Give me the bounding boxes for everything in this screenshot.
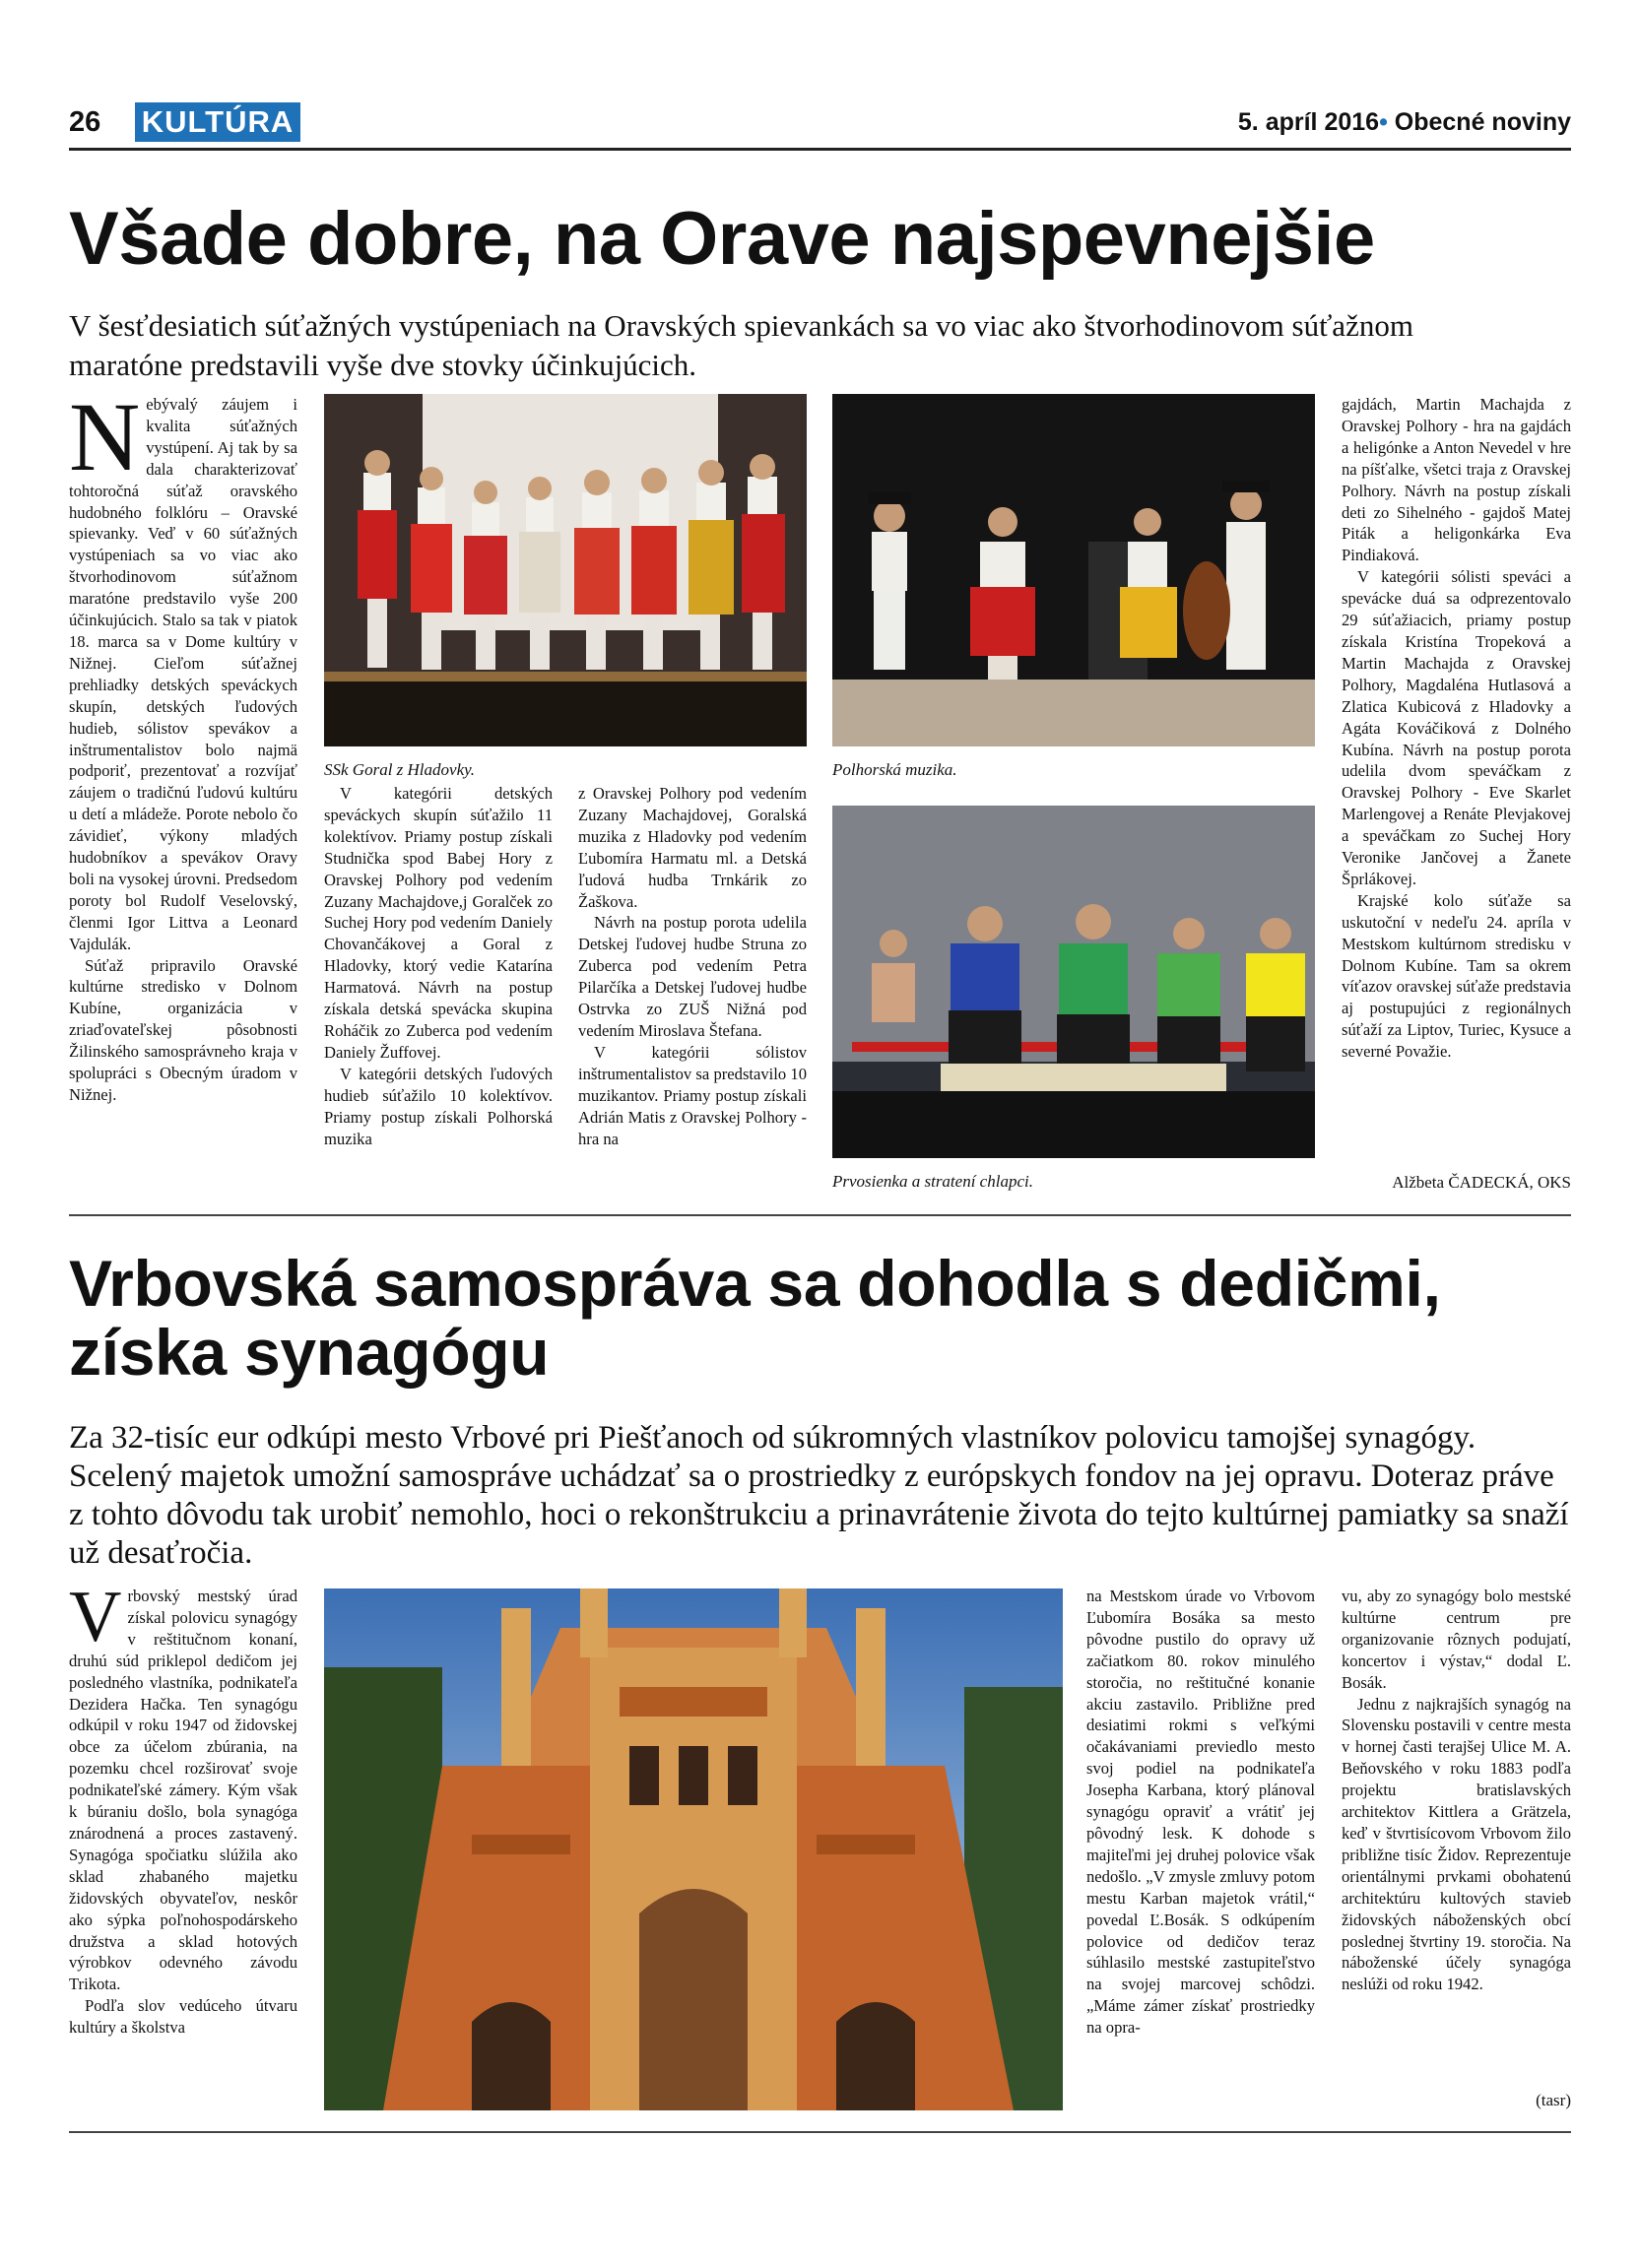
article-divider (69, 1214, 1571, 1216)
photo-prvosienka (832, 806, 1315, 1158)
photo-synagogue (324, 1588, 1063, 2110)
article1-signature: Alžbeta ČADECKÁ, OKS (1392, 1173, 1571, 1192)
header-rule (69, 148, 1571, 151)
issue-date: 5. apríl 2016 (1237, 108, 1380, 136)
article2-column-3: na Mestskom úrade vo Vrbovom Ľubomíra Bosáka sa mesto pôvodne pustilo do opravy už začiatkom 80. rokov minulého storočia, no reštitučné konanie akciu zastavilo. Približne pred desiatimi rokmi s veľkými očakávaniami previedlo mesto svoj podiel na podnikateľa Josepha Karbana, ktorý plánoval synagógu opraviť a vrátiť jej pôvodný lesk. K dohode s majiteľmi jej druhej polovice však nedošlo. „V zmysle zmluvy potom mestu Karban majetok vrátil,“ povedal Ľ.Bosák. S odkúpením polovice od dedičov teraz súhlasilo mestské zastupiteľstvo na svojej marcovej schôdzi. „Máme zámer získať prostriedky na opra- (1086, 1587, 1315, 2038)
drop-cap: V (69, 1577, 122, 1657)
article2-column-1: Vrbovský mestský úrad získal polovicu synagógy v reštitučnom konaní, druhú súd priklepol dedičom jej posledného vlastníka, podnikateľa Dezidera Hačka. Ten synagógu odkúpil v roku 1947 od židovskej obce za účelom zbúrania, na pozemku chcel rozširovať svoje podnikateľské zámery. Kým však k búraniu došlo, bola synagóga znárodnená a proces zastavený. Synagóga spočiatku slúžila ako sklad zhabaného majetku židovských obyvateľov, neskôr ako sýpka poľnohospodárskeho družstva a sklad hotových výrobkov odevného závodu Trikota. Podľa slov vedúceho útvaru kultúry a školstva (69, 1577, 297, 2038)
bottom-rule (69, 2131, 1571, 2133)
article1-column-5: gajdách, Martin Machajda z Oravskej Polhory - hra na gajdách a heligónke a Anton Nevedel v hre na píšťalke, všetci traja z Oravskej Polhory. Návrh na postup získali deti zo Sihelného - gajdoš Matej Piták a heligonkárka Eva Pindiaková. V kategórii sólisti speváci a spevácke duá sa odprezentovalo 29 súťažiacich, priamy postup získala Kristína Tropeková a Martin Machajda z Oravskej Polhory, Magdaléna Hutlasová a Zlatica Kubicová z Hladovky a Agáta Kováčiková z Dolného Kubína. Návrh na postup porota udelila dvom speváčkam z Oravskej Polhory - Eve Skarlet Marlengovej a Renáte Plevjakovej a speváčkam zo Suchej Hory Veronike Jančovej a Žanete Šprlákovej. Krajské kolo súťaže sa uskutoční v nedeľu 24. apríla v Mestskom kultúrnom stredisku v Dolnom Kubíne. Tam sa okrem víťazov oravskej súťaže predstavia aj postupujúci z regionálnych súťaží za Liptov, Turiec, Kysuce a severné Považie. (1342, 395, 1571, 1062)
article2-lead: Za 32-tisíc eur odkúpi mesto Vrbové pri Piešťanoch od súkromných vlastníkov polovicu tamojšej synagógy. Scelený majetok umožní samospráve uchádzať sa o prostriedky z európskych fondov na jej opravu. Doteraz práve z tohto dôvodu tak urobiť nemohlo, hoci o rekonštrukciu a prinavrátenie života do tejto kultúrnej pamiatky sa snaží už desaťročia. (69, 1420, 1569, 1571)
drop-cap: N (69, 382, 141, 491)
article2-title: Vrbovská samospráva sa dohodla s dedičmi, získa synagógu (69, 1247, 1441, 1389)
photo-ssk-goral (324, 394, 807, 746)
article1-title: Všade dobre, na Orave najspevnejšie (69, 197, 1375, 281)
page-number: 26 (69, 106, 101, 138)
photo-polhorska-muzika (832, 394, 1315, 746)
article1-column-3: z Oravskej Polhory pod vedením Zuzany Machajdovej, Goralská muzika z Hladovky pod vedením Ľubomíra Harmatu ml. a Detská ľudová hudba Trnkárik zo Žaškova. Návrh na postup porota udelila Detskej ľudovej hudbe Struna zo Zuberca pod vedením Petra Pilarčíka a Detskej ľudovej hudbe Ostrvka zo ZUŠ Nižná pod vedením Miroslava Štefana. V kategórii sólistov inštrumentalistov sa predstavilo 10 muzikantov. Priamy postup získali Adrián Matis z Oravskej Polhory - hra na (578, 784, 807, 1148)
article2-column-4: vu, aby zo synagógy bolo mestské kultúrne centrum pre organizovanie rôznych podujatí, koncertov i výstav,“ dodal Ľ. Bosák. Jednu z najkrajších synagóg na Slovensku postavili v centre mesta v hornej časti terajšej Ulice M. A. Beňovského v roku 1883 podľa projektu bratislavských architektov Kittlera a Grätzela, keď v štvrtisícovom Vrbovom žilo približne tisíc Židov. Reprezentuje orientálnymi prvkami obohatenú architektúru kultových stavieb židovských náboženských obcí poslednej štvrtiny 19. storočia. Na náboženské účely synagóga neslúži od roku 1942. (1342, 1587, 1571, 1994)
caption-ssk-goral: SSk Goral z Hladovky. (324, 760, 475, 779)
article1-column-1: Nebývalý záujem i kvalita súťažných vystúpení. Aj tak by sa dala charakterizovať tohtoročná súťaž oravského hudobného folklóru – Oravské spievanky. Veď v 60 súťažných vystúpeniach sa vo viac ako štvorhodinovom súťažnom maratóne predstavilo vyše 200 účinkujúcich. Stalo sa tak v piatok 18. marca sa v Dome kultúry v Nižnej. Cieľom súťažnej prehliadky detských speváckych skupín, detských ľudových hudieb, sólistov spevákov a inštrumentalistov bolo najmä podporiť, prezentovať a rozvíjať záujem o tradičnú ľudovú kultúru u detí a mládeže. Porote nebolo čo závidieť, výkony mladých hudobníkov a spevákov Oravy boli na vysokej úrovni. Predsedom poroty bol Rudolf Veselovský, členmi Igor Littva a Leonard Vajdulák. Súťaž pripravilo Oravské kultúrne stredisko v Dolnom Kubíne, organizácia v zriaďovateľskej pôsobnosti Žilinského samosprávneho kraja v spolupráci s Obecným úradom v Nižnej. (69, 382, 297, 1104)
article1-column-2: V kategórii detských speváckych skupín súťažilo 11 kolektívov. Priamy postup získali Studnička spod Babej Hory z Oravskej Polhory pod vedením Zuzany Machajdove,j Goralček zo Suchej Hory pod vedením Daniely Chovančákovej a Goral z Hladovky, ktorý vedie Katarína Harmatová. Návrh na postup získala detská spevácka skupina Roháčik zo Zuberca pod vedením Daniely Žuffovej. V kategórii detských ľudových hudieb súťažilo 10 kolektívov. Priamy postup získali Polhorská muzika (324, 784, 553, 1148)
article2-signature: (tasr) (1536, 2091, 1571, 2109)
article1-lead: V šesťdesiatich súťažných vystúpeniach na Oravských spievankách sa vo viac ako štvorhodinovom súťažnom maratóne predstavili vyše dve stovky účinkujúcich. (69, 308, 1413, 382)
issue-info (1238, 108, 1571, 137)
caption-polhorska-muzika: Polhorská muzika. (832, 760, 957, 779)
section-label: KULTÚRA (135, 102, 300, 142)
paper-name: Obecné noviny (1394, 108, 1571, 136)
separator-dot: • (1379, 108, 1388, 136)
caption-prvosienka: Prvosienka a stratení chlapci. (832, 1172, 1033, 1191)
